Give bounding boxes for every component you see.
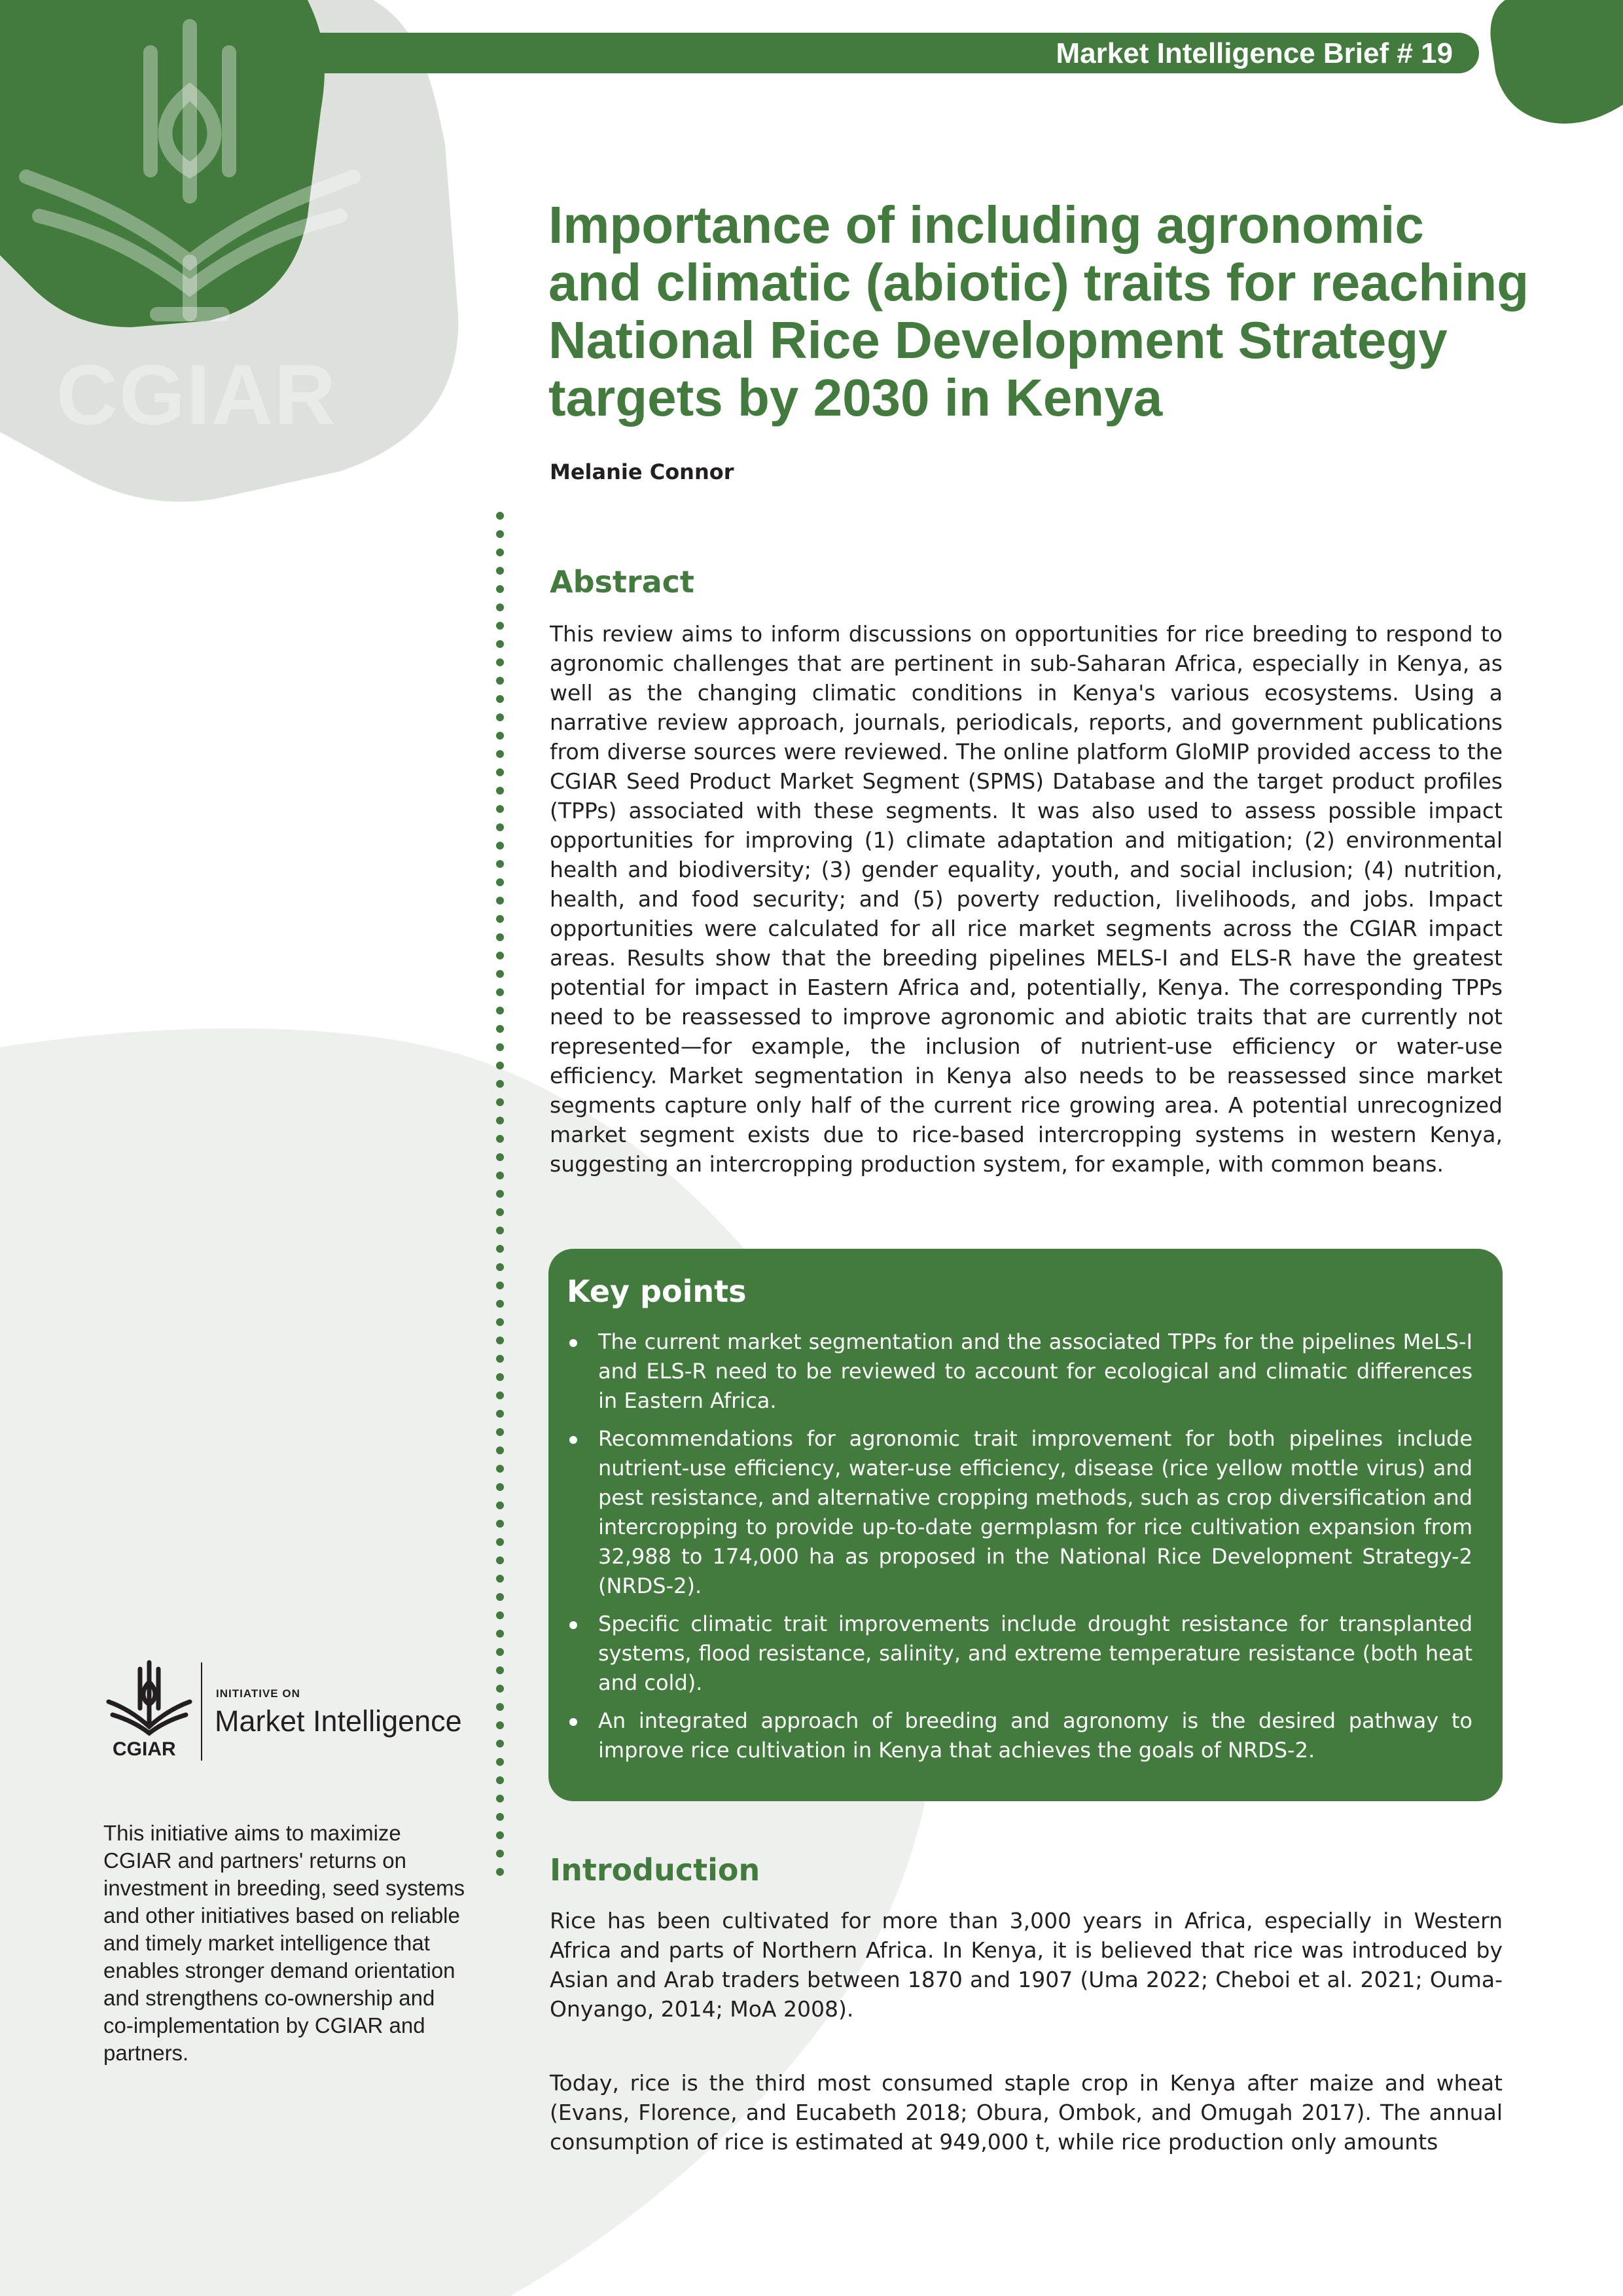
abstract-text: This review aims to inform discussions on opportunities for rice breeding to respond to agronomic challenges that are pertinent in sub-Saharan Africa, especially in Kenya, as well as the changing climatic conditions in Kenya's various ecosystems. Using a narrative review approach, journals, periodicals, reports, and government publications from diverse sources were reviewed. The online platform GloMIP provided access to the CGIAR Seed Product Market Segment (SPMS) Database and the target product profiles (TPPs) associated with these segments. It was also used to assess possible impact opportunities for improving (1) climate adaptation and mitigation; (2) environmental health and biodiversity; (3) gender equality, youth, and social inclusion; (4) nutrition, health, and food security; and (5) poverty reduction, livelihoods, and jobs. Impact opportunities were calculated for all rice market segments across the CGIAR impact areas. Results show that the breeding pipelines MELS-I and ELS-R have the greatest potential for impact in Eastern Africa and, potentially, Kenya. The corresponding TPPs need to be reassessed to improve agronomic and abiotic traits that are currently not represented—for example, the inclusion of nutrient-use efficiency or water-use efficiency. Market segmentation in Kenya also needs to be reassessed since market segments capture only half of the current rice growing area. A potential unrecognized market segment exists due to rice-based intercropping systems in western Kenya, suggesting an intercropping production system, for example, with common beans. <box>550 621 1503 1177</box>
key-points-box <box>548 1249 1503 1801</box>
abstract-heading: Abstract <box>550 564 694 600</box>
introduction-paragraph-1: Rice has been cultivated for more than 3,000 years in Africa, especially in Western Africa and parts of Northern Africa. In Kenya, it is believed that rice was introduced by Asian and Arab traders between 1870 and 1907 (Uma 2022; Cheboi et al. 2021; Ouma-Onyango, 2014; MoA 2008). <box>550 1908 1503 2022</box>
top-left-green-shape <box>0 0 325 327</box>
cgiar-logo-text: CGIAR <box>113 1738 176 1760</box>
key-point-item: Specific climatic trait improvements include drought resistance for transplanted systems, flood resistance, salinity, and extreme temperature resistance (both heat and cold). <box>567 1609 1472 1698</box>
author-name: Melanie Connor <box>550 459 734 484</box>
header-bar <box>314 33 1479 73</box>
page-title: Importance of including agronomic and climatic (abiotic) traits for reaching National Rice Development Strategy targets by 2030 in Kenya <box>548 196 1529 427</box>
key-point-item: Recommendations for agronomic trait improvement for both pipelines include nutrient-use efficiency, water-use efficiency, disease (rice yellow mottle virus) and pest resistance, and alternative cropping methods, such as crop diversification and intercropping to provide up-to-date germplasm for rice cultivation expansion from 32,988 to 174,000 ha as proposed in the National Rice Development Strategy-2 (NRDS-2). <box>567 1424 1472 1601</box>
key-points-list <box>567 1327 1472 1774</box>
dotted-divider <box>496 512 505 1886</box>
key-points-heading: Key points <box>567 1274 747 1309</box>
key-point-item: An integrated approach of breeding and agronomy is the desired pathway to improve rice cultivation in Kenya that achieves the goals of NRDS-2. <box>567 1706 1472 1765</box>
introduction-heading: Introduction <box>550 1852 760 1888</box>
top-right-green-shape <box>1490 0 1623 124</box>
key-point-item: The current market segmentation and the associated TPPs for the pipelines MeLS-I and ELS-R need to be reviewed to account for ecological and climatic differences in Eastern Africa. <box>567 1327 1472 1416</box>
cgiar-watermark-text: CGIAR <box>56 347 337 442</box>
initiative-description: This initiative aims to maximize CGIAR and partners' returns on investment in breeding, seed systems and other initiatives based on reliable and timely market intelligence that enables stronger demand orientation and strengthens co-ownership and co-implementation by CGIAR and partners. <box>103 1821 465 2065</box>
introduction-paragraph-2: Today, rice is the third most consumed staple crop in Kenya after maize and wheat (Evans, Florence, and Eucabeth 2018; Obura, Ombok, and Omugah 2017). The annual consumption of rice is estimated at 949,000 t, while rice production only amounts <box>550 2070 1503 2155</box>
market-intelligence-label: Market Intelligence <box>215 1704 462 1738</box>
initiative-on-label: INITIATIVE ON <box>216 1687 300 1700</box>
brief-label: Market Intelligence Brief # 19 <box>1056 37 1453 69</box>
